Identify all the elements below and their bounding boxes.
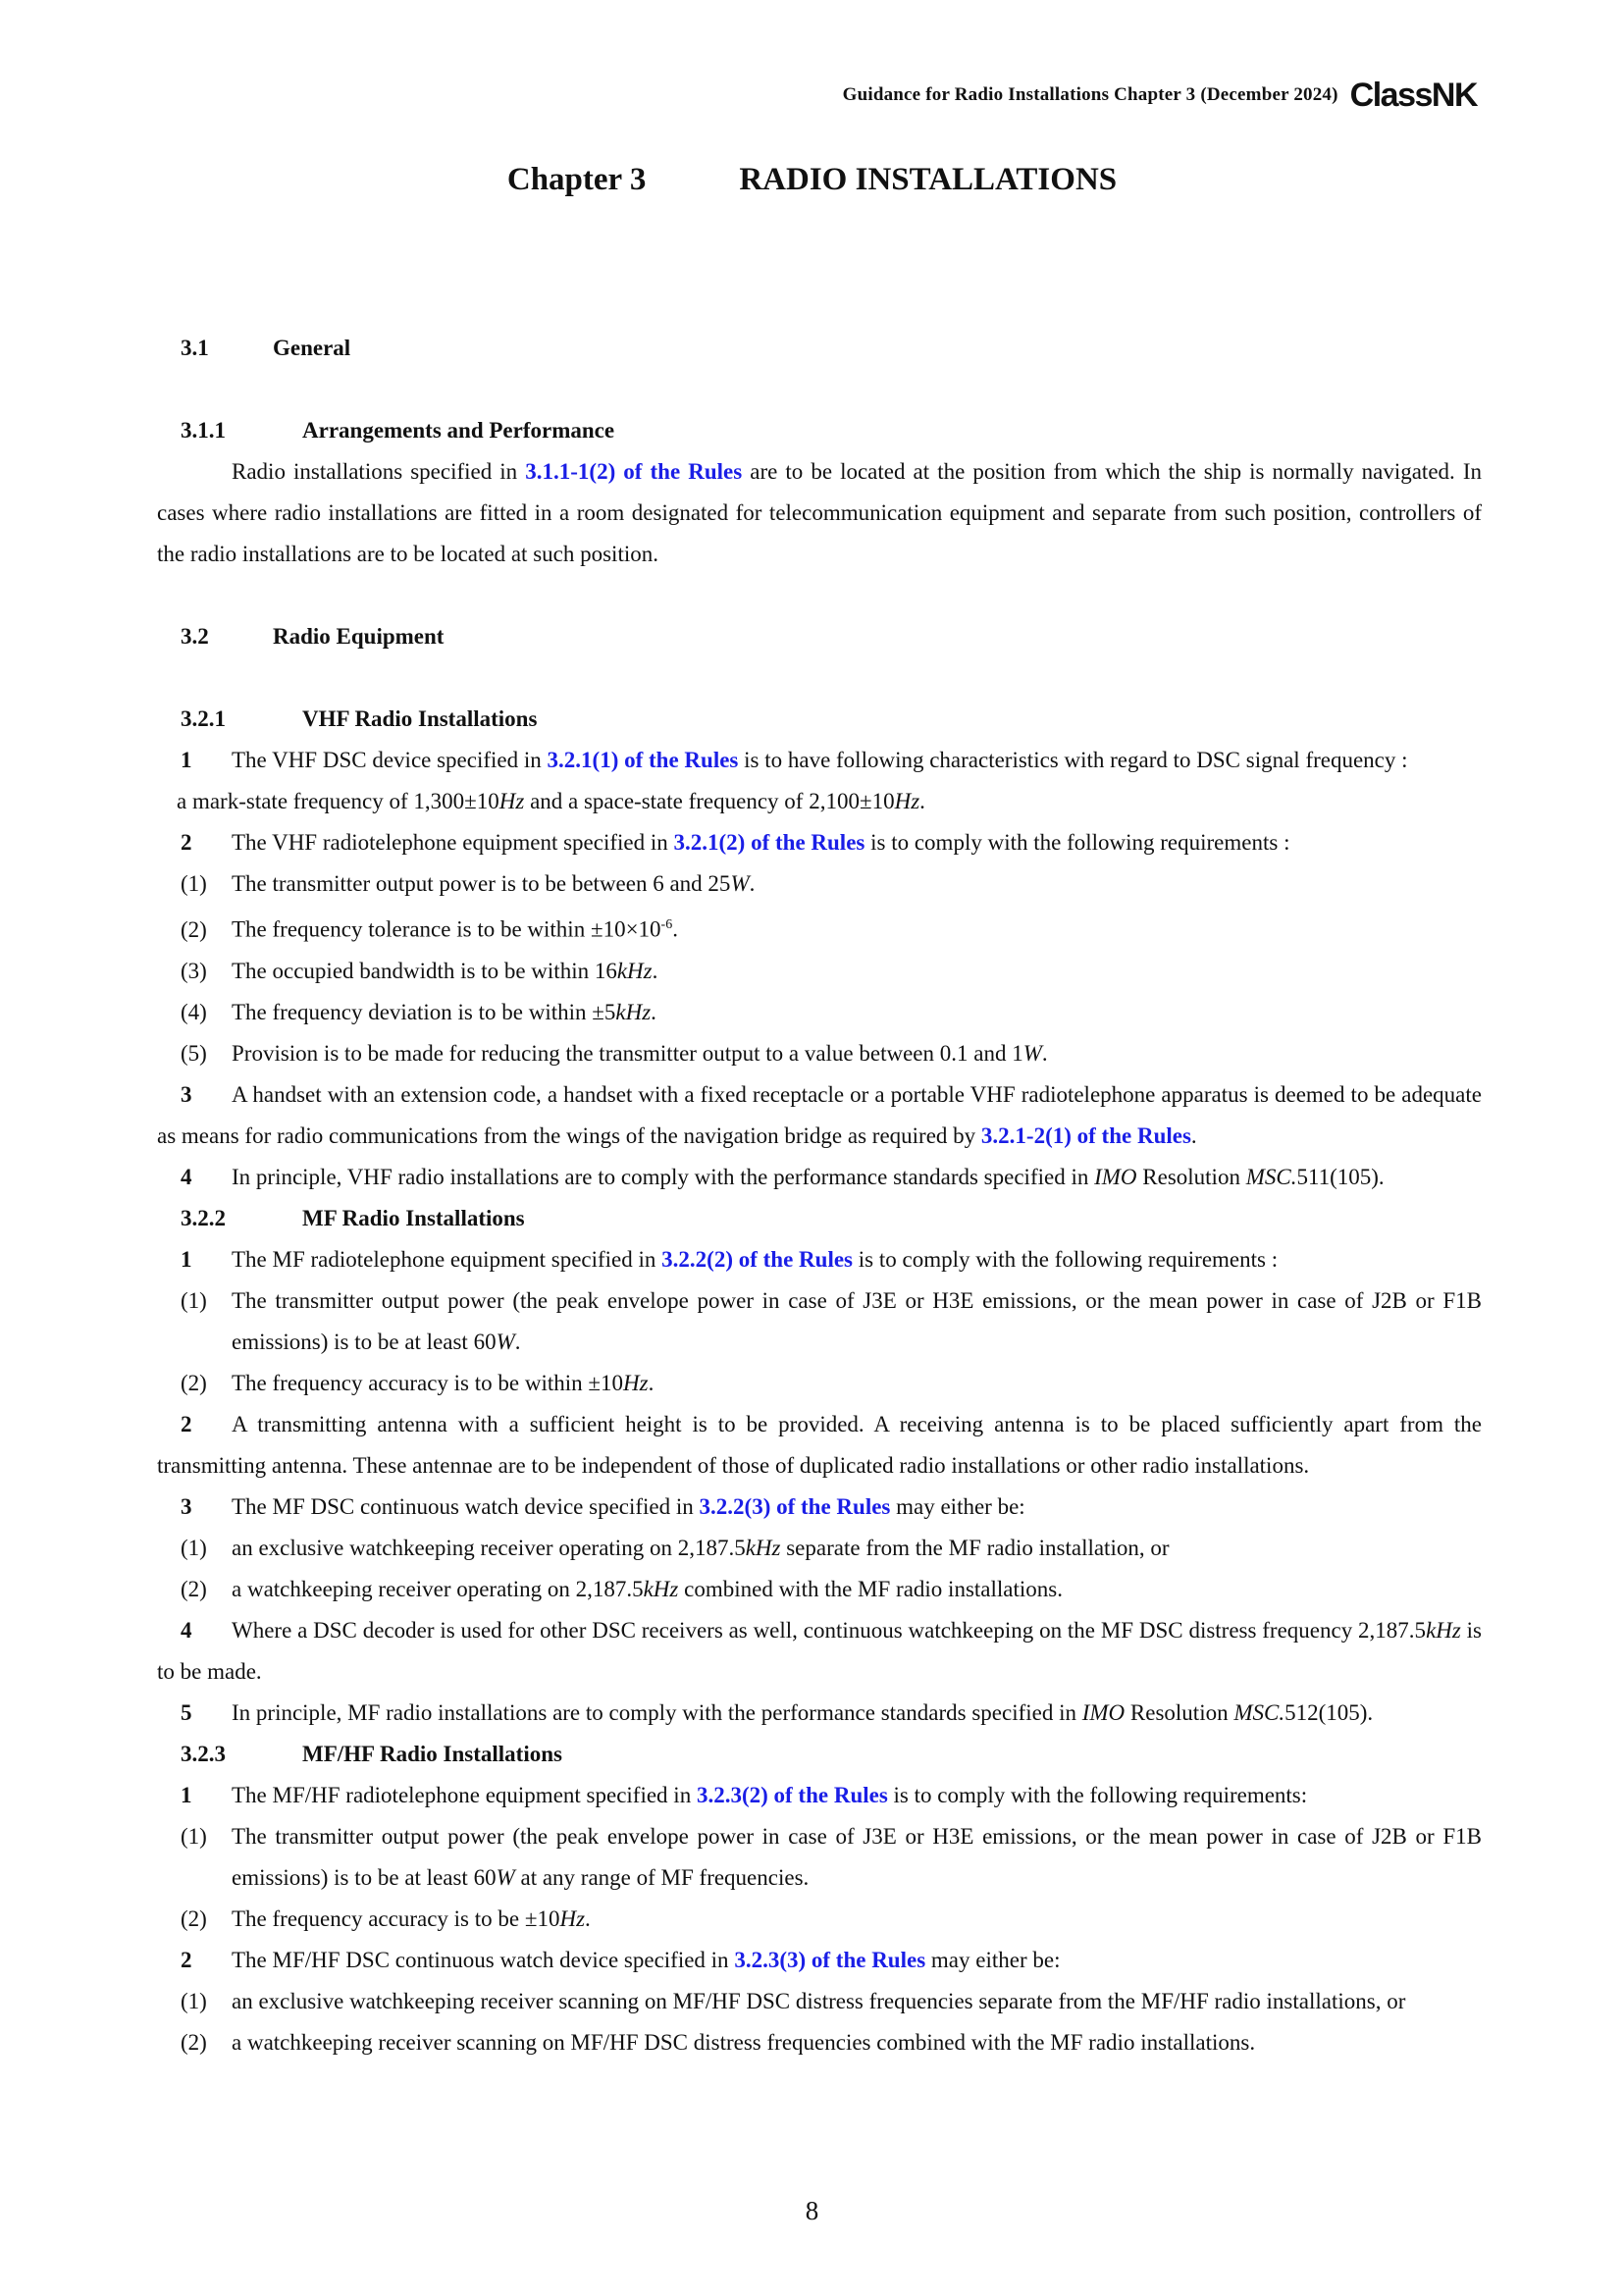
list-item: (1) The transmitter output power (the peak envelope power in case of J3E or H3E emissions, or the mean power in case of J2B or F1B emissions) is to be at least 60W at any range of MF frequencies. bbox=[181, 1823, 1482, 1890]
paragraph: 2 The VHF radiotelephone equipment specified in 3.2.1(2) of the Rules is to comply with the following requirements : bbox=[181, 830, 1290, 855]
chapter-number: Chapter 3 bbox=[506, 162, 647, 197]
running-title: Guidance for Radio Installations Chapter 3 (December 2024) bbox=[842, 84, 1338, 105]
paragraph: 1 The MF radiotelephone equipment specified in 3.2.2(2) of the Rules is to comply with the following requirements : bbox=[181, 1246, 1279, 1272]
chapter-name: RADIO INSTALLATIONS bbox=[739, 162, 1118, 197]
rules-link[interactable]: 3.2.3(3) of the Rules bbox=[734, 1947, 926, 1972]
paragraph: 1 The MF/HF radiotelephone equipment specified in 3.2.3(2) of the Rules is to comply with the following requirements: bbox=[181, 1782, 1308, 1807]
classnk-logo: ClassNK bbox=[1349, 77, 1477, 114]
list-item: (1) The transmitter output power is to be between 6 and 25W. bbox=[181, 871, 756, 896]
paragraph: 4 Where a DSC decoder is used for other DSC receivers as well, continuous watchkeeping on the MF DSC distress frequency 2,187.5kHz is to be made. bbox=[157, 1617, 1483, 1684]
list-item: (2) The frequency accuracy is to be ±10Hz. bbox=[181, 1905, 591, 1931]
rules-link[interactable]: 3.2.2(2) of the Rules bbox=[661, 1246, 854, 1272]
paragraph: 3 The MF DSC continuous watch device specified in 3.2.2(3) of the Rules may either be: bbox=[181, 1493, 1025, 1519]
paragraph: 2 A transmitting antenna with a sufficient height is to be provided. A receiving antenna is to be placed sufficiently apart from the transmitting antenna. These antennae are to be independent of those of duplicated radio installations or other radio installations. bbox=[157, 1411, 1482, 1478]
paragraph: 1 The VHF DSC device specified in 3.2.1(1) of the Rules is to have following characteristics with regard to DSC signal frequency : bbox=[181, 748, 1408, 772]
list-item: (2) a watchkeeping receiver scanning on MF/HF DSC distress frequencies combined with the MF radio installations. bbox=[181, 2029, 1256, 2055]
section-heading-3-2: 3.2 Radio Equipment bbox=[181, 624, 445, 649]
subsection-heading-3-1-1: 3.1.1 Arrangements and Performance bbox=[181, 418, 615, 443]
paragraph-continuation: a mark-state frequency of 1,300±10Hz and a space-state frequency of 2,100±10Hz. bbox=[177, 789, 925, 813]
subsection-heading-3-2-1: 3.2.1 VHF Radio Installations bbox=[181, 706, 538, 731]
paragraph: 5 In principle, MF radio installations are to comply with the performance standards specified in IMO Resolution MSC.512(105). bbox=[181, 1699, 1374, 1725]
rules-link[interactable]: 3.2.2(3) of the Rules bbox=[699, 1493, 891, 1519]
rules-link[interactable]: 3.1.1-1(2) of the Rules bbox=[525, 459, 743, 484]
rules-link[interactable]: 3.2.3(2) of the Rules bbox=[696, 1782, 888, 1807]
section-heading-3-1: 3.1 General bbox=[181, 336, 351, 360]
paragraph: 4 In principle, VHF radio installations are to comply with the performance standards specified in IMO Resolution MSC.511(105). bbox=[181, 1164, 1385, 1189]
list-item: (4) The frequency deviation is to be within ±5kHz. bbox=[181, 999, 656, 1024]
document-body bbox=[157, 328, 1482, 2063]
paragraph: 2 The MF/HF DSC continuous watch device specified in 3.2.3(3) of the Rules may either be: bbox=[181, 1947, 1061, 1972]
page-number: 8 bbox=[805, 2196, 819, 2225]
subsection-heading-3-2-3: 3.2.3 MF/HF Radio Installations bbox=[181, 1741, 562, 1766]
list-item: (2) The frequency tolerance is to be within $\pm 10\times 10^{-6}$. bbox=[181, 916, 678, 942]
list-item: (1) an exclusive watchkeeping receiver scanning on MF/HF DSC distress frequencies separate from the MF/HF radio installations, or bbox=[181, 1988, 1406, 2013]
list-item: (1) an exclusive watchkeeping receiver operating on 2,187.5kHz separate from the MF radio installation, or bbox=[181, 1535, 1170, 1560]
paragraph: 3 A handset with an extension code, a handset with a fixed receptacle or a portable VHF radiotelephone apparatus is deemed to be adequate as means for radio communications from the wings of the navigation bridge as required by 3.2.1-2(1) of the Rules. bbox=[157, 1081, 1482, 1148]
list-item: (3) The occupied bandwidth is to be within 16kHz. bbox=[181, 958, 658, 983]
list-item: (1) The transmitter output power (the peak envelope power in case of J3E or H3E emissions, or the mean power in case of J2B or F1B emissions) is to be at least 60W. bbox=[181, 1287, 1482, 1354]
rules-link[interactable]: 3.2.1(1) of the Rules bbox=[547, 748, 739, 772]
list-item: (2) The frequency accuracy is to be within ±10Hz. bbox=[181, 1370, 655, 1395]
rules-link[interactable]: 3.2.1-2(1) of the Rules bbox=[980, 1122, 1191, 1148]
list-item: (2) a watchkeeping receiver operating on 2,187.5kHz combined with the MF radio installations. bbox=[181, 1576, 1063, 1601]
chapter-title bbox=[0, 162, 1624, 198]
list-item: (5) Provision is to be made for reducing the transmitter output to a value between 0.1 and 1W. bbox=[181, 1040, 1048, 1066]
subsection-heading-3-2-2: 3.2.2 MF Radio Installations bbox=[181, 1205, 525, 1230]
rules-link[interactable]: 3.2.1(2) of the Rules bbox=[673, 830, 865, 855]
paragraph: Radio installations specified in 3.1.1-1(2) of the Rules are to be located at the position from which the ship is normally navigated. In cases where radio installations are fitted in a room designated for telecommunication equipment and separate from such position, controllers of the radio installations are to be located at such position. bbox=[157, 459, 1482, 566]
running-header bbox=[843, 78, 1477, 112]
